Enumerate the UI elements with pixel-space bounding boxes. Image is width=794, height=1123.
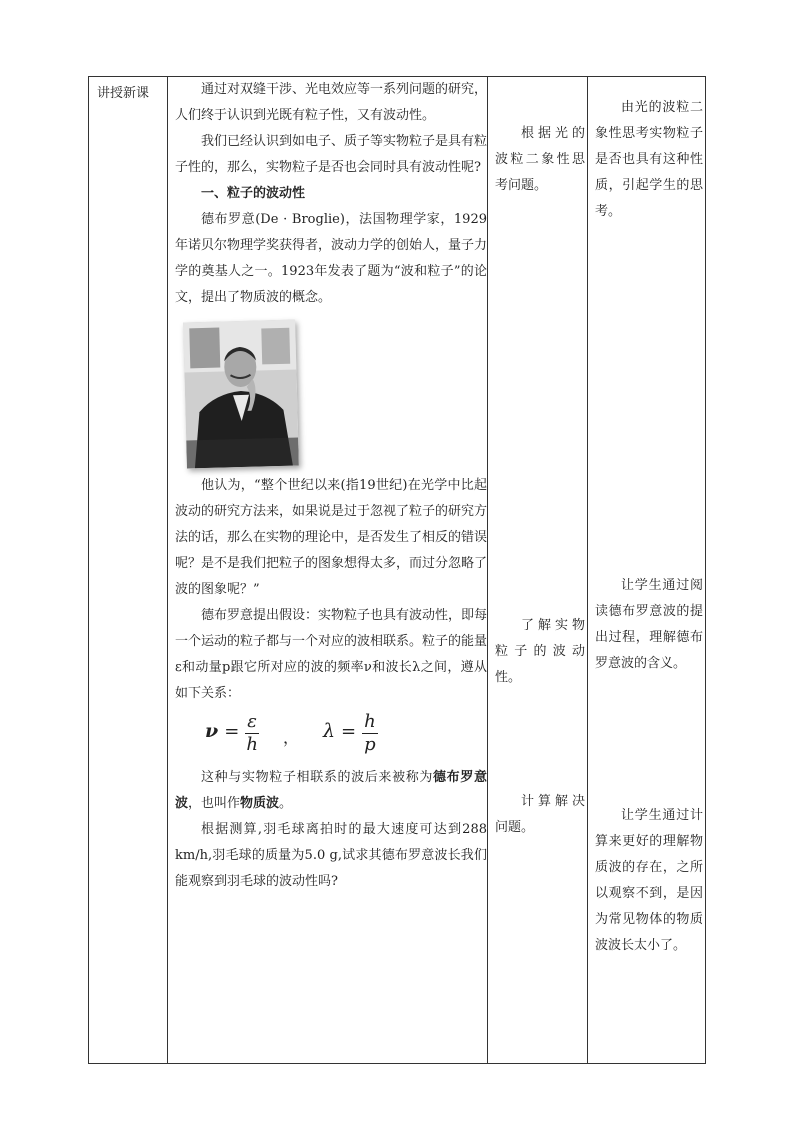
paragraph: 他认为，“整个世纪以来(指19世纪)在光学中比起波动的研究方法来，如果说是过于忽视了粒子的研究方法的话，那么在实物的理论中，是否发生了相反的错误呢？是不是我们把粒子的图象想得太多，而过分忽略了波的图象呢？”	[175, 478, 488, 597]
paragraph: 德布罗意提出假设：实物粒子也具有波动性，即每一个运动的粒子都与一个对应的波相联系。粒子的能量ε和动量p跟它所对应的波的频率ν和波长λ之间，遵从如下关系：	[175, 608, 488, 701]
column-divider	[487, 77, 488, 1063]
paragraph: 根据测算,羽毛球离拍时的最大速度可达到288 km/h,羽毛球的质量为5.0 g,试求其德布罗意波长我们能观察到羽毛球的波动性吗?	[175, 822, 487, 889]
de-broglie-portrait	[183, 320, 299, 469]
portrait-image	[183, 320, 299, 469]
paragraph: 这种与实物粒子相联系的波后来被称为德布罗意波，也叫作物质波。	[175, 770, 487, 811]
design-intent-2: 让学生通过阅读德布罗意波的提出过程，理解德布罗意波的含义。	[595, 578, 703, 671]
paragraph: 我们已经认识到如电子、质子等实物粒子是具有粒子性的，那么，实物粒子是否也会同时具有波动性呢?	[175, 134, 488, 175]
paragraph: 德布罗意(De · Broglie)，法国物理学家，1929年诺贝尔物理学奖获得者，波动力学的创始人，量子力学的奠基人之一。1923年发表了题为“波和粒子”的论文，提出了物质波的概念。	[175, 212, 488, 305]
de-broglie-formula	[175, 707, 487, 765]
student-activity-2: 了解实物粒子的波动性。	[495, 618, 585, 685]
wavelength-formula: λ = $\frac{h}{p}$	[323, 711, 376, 755]
paragraph: 通过对双缝干涉、光电效应等一系列问题的研究，人们终于认识到光既有粒子性，又有波动性。	[175, 82, 488, 123]
student-activity-3: 计算解决问题。	[495, 794, 585, 835]
section-heading: 一、粒子的波动性	[201, 186, 306, 201]
lesson-table	[88, 76, 706, 1064]
formula-separator: ，	[283, 728, 300, 747]
design-intent-3: 让学生通过计算来更好的理解物质波的存在，之所以观察不到，是因为常见物体的物质波波长太小了。	[595, 808, 703, 953]
design-intent-1: 由光的波粒二象性思考实物粒子是否也具有这种性质，引起学生的思考。	[595, 100, 703, 219]
frequency-formula: ν = $\frac{\varepsilon}{h}$	[205, 711, 258, 755]
column-divider	[587, 77, 588, 1063]
column-divider	[167, 77, 168, 1063]
row-label: 讲授新课	[97, 86, 150, 101]
student-activity-1: 根据光的波粒二象性思考问题。	[495, 126, 585, 193]
teaching-content	[175, 77, 487, 895]
